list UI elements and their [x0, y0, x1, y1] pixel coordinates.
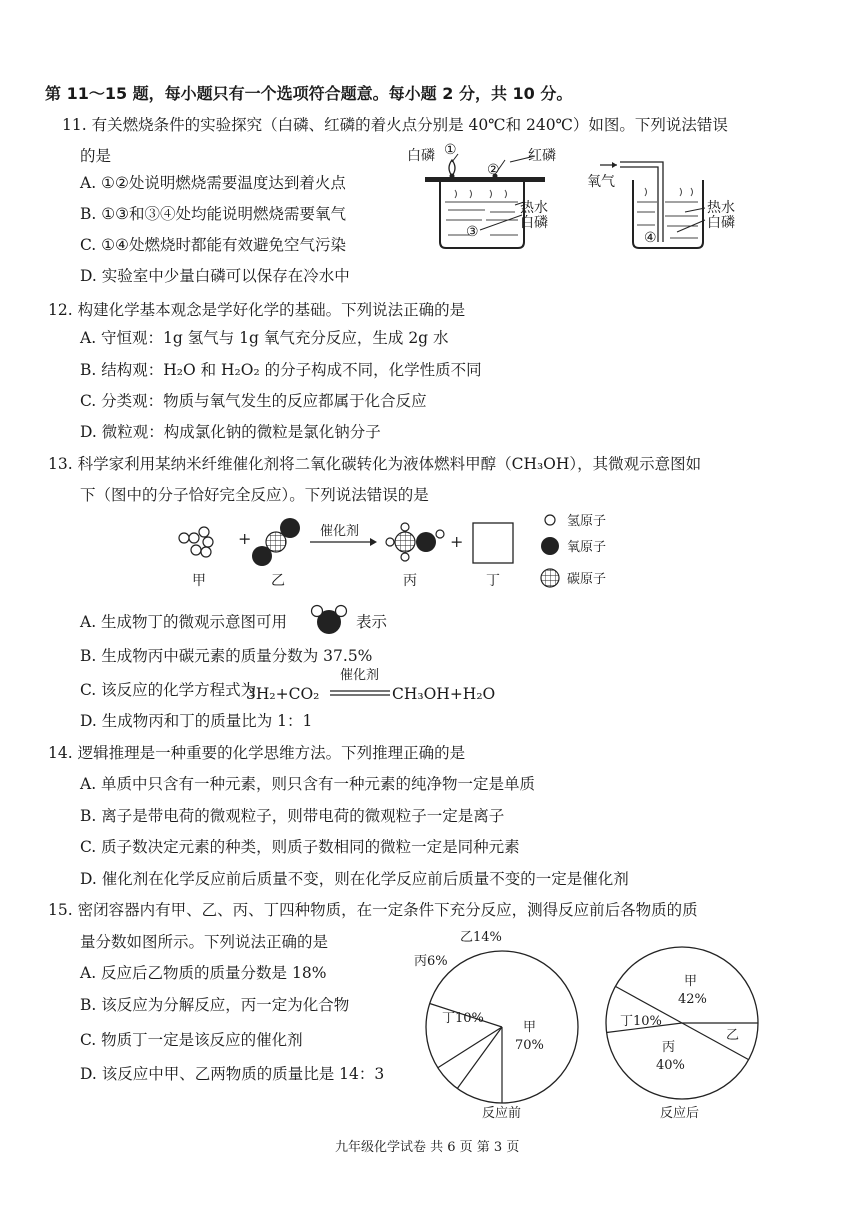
legend-h: 氢原子 — [567, 514, 607, 529]
pie-after-label-bing: 丙 — [662, 1040, 676, 1055]
q14-option-b: B. 离子是带电荷的微观粒子，则带电荷的微观粒子一定是离子 — [80, 807, 505, 825]
q13-option-d: D. 生成物丙和丁的质量比为 1：1 — [80, 712, 313, 730]
label-white-p: 白磷 — [407, 148, 435, 164]
copper-plate — [425, 177, 545, 182]
q11-option-c: C. ①④处燃烧时都能有效避免空气污染 — [80, 236, 346, 254]
legend-o: 氧原子 — [567, 540, 607, 555]
q13-stem-line2: 下（图中的分子恰好完全反应）。下列说法错误的是 — [80, 486, 429, 504]
pie-before-title: 反应前 — [482, 1106, 522, 1121]
q12-option-d: D. 微粒观：构成氯化钠的微粒是氯化钠分子 — [80, 423, 381, 441]
q15-option-a: A. 反应后乙物质的质量分数是 18% — [80, 964, 327, 982]
label-c1: ① — [444, 142, 457, 158]
q11-option-b: B. ①③和③④处均能说明燃烧需要氧气 — [80, 205, 347, 223]
legend-h-icon — [545, 515, 555, 525]
legend-c: 碳原子 — [567, 572, 607, 587]
q14-option-a: A. 单质中只含有一种元素，则只含有一种元素的纯净物一定是单质 — [80, 775, 536, 793]
legend-o-icon — [541, 537, 559, 555]
q11-figure-left — [400, 140, 580, 260]
label-yi: 乙 — [271, 573, 285, 589]
label-white-p2: 白磷 — [520, 215, 548, 231]
pie-before-label-ding: 丁10% — [442, 1011, 484, 1026]
equation-left: 3H₂+CO₂ — [246, 685, 320, 703]
pie-after-label-yi: 乙 — [726, 1028, 740, 1043]
label-c3: ③ — [466, 224, 479, 240]
pie-chart-after — [600, 925, 770, 1120]
page-footer: 九年级化学试卷 共 6 页 第 3 页 — [335, 1140, 520, 1155]
pie-after-label-ding: 丁10% — [620, 1014, 662, 1029]
equation-right: CH₃OH+H₂O — [392, 685, 496, 703]
label-c4: ④ — [644, 230, 657, 246]
equation-equals — [330, 689, 392, 697]
q14-option-d: D. 催化剂在化学反应前后质量不变，则在化学反应前后质量不变的一定是催化剂 — [80, 870, 629, 888]
label-oxygen: 氧气 — [587, 174, 615, 190]
q13-option-b: B. 生成物丙中碳元素的质量分数为 37.5% — [80, 647, 373, 665]
q12-option-c: C. 分类观：物质与氧气发生的反应都属于化合反应 — [80, 392, 427, 410]
q11-option-a: A. ①②处说明燃烧需要温度达到着火点 — [80, 174, 346, 192]
section-header: 第 11～15 题，每小题只有一个选项符合题意。每小题 2 分，共 10 分。 — [45, 84, 573, 103]
q15-option-b: B. 该反应为分解反应，丙一定为化合物 — [80, 996, 350, 1014]
pie-after-label-jia: 甲 — [684, 974, 698, 989]
q15-option-c: C. 物质丁一定是该反应的催化剂 — [80, 1031, 303, 1049]
label-white-p3: 白磷 — [707, 215, 735, 231]
q12-option-b: B. 结构观：H₂O 和 H₂O₂ 的分子构成不同，化学性质不同 — [80, 361, 482, 379]
q13-option-a-suffix: 表示 — [356, 613, 388, 631]
pie-chart-before — [410, 925, 590, 1120]
q11-stem-line1: 11. 有关燃烧条件的实验探究（白磷、红磷的着火点分别是 40℃和 240℃）如图。下列说法错误 — [62, 116, 728, 134]
label-ding: 丁 — [486, 573, 500, 589]
pie-before-label-yi: 乙14% — [460, 930, 502, 945]
label-hot-water: 热水 — [520, 200, 548, 216]
label-jia: 甲 — [192, 573, 206, 589]
pie-before-label-bing: 丙6% — [414, 954, 448, 969]
q13-option-c: C. 该反应的化学方程式为 — [80, 681, 257, 699]
pie-after-label-jia-pct: 42% — [678, 992, 707, 1007]
plus-sign-2: + — [450, 532, 464, 551]
label-bing: 丙 — [403, 573, 417, 589]
legend-c-icon — [541, 569, 559, 587]
pie-before-label-jia: 甲 — [523, 1020, 537, 1035]
q15-option-d: D. 该反应中甲、乙两物质的质量比是 14：3 — [80, 1065, 385, 1083]
label-c2: ② — [487, 162, 500, 178]
q13-micro-diagram — [170, 510, 650, 590]
q15-stem-line1: 15. 密闭容器内有甲、乙、丙、丁四种物质，在一定条件下充分反应，测得反应前后各物质的质 — [48, 901, 698, 919]
water-molecule-icon — [306, 602, 352, 636]
q12-option-a: A. 守恒观：1g 氢气与 1g 氧气充分反应，生成 2g 水 — [80, 329, 449, 347]
q11-option-d: D. 实验室中少量白磷可以保存在冷水中 — [80, 267, 350, 285]
q11-stem-line2: 的是 — [80, 147, 112, 165]
q15-stem-line2: 量分数如图所示。下列说法正确的是 — [80, 933, 329, 951]
methanol-molecule — [386, 523, 444, 561]
pie-before-label-jia-pct: 70% — [515, 1038, 544, 1053]
plus-sign-1: + — [238, 529, 252, 548]
q12-stem: 12. 构建化学基本观念是学好化学的基础。下列说法正确的是 — [48, 301, 466, 319]
hydrogen-molecules — [179, 527, 213, 557]
equation-condition: 催化剂 — [340, 668, 380, 683]
catalyst-label: 催化剂 — [320, 524, 360, 539]
q14-stem: 14. 逻辑推理是一种重要的化学思维方法。下列推理正确的是 — [48, 744, 466, 762]
q13-option-a: A. 生成物丁的微观示意图可用 — [80, 613, 288, 631]
pie-after-label-bing-pct: 40% — [656, 1058, 685, 1073]
q11-figure-right — [585, 150, 755, 260]
pie-after-title: 反应后 — [660, 1106, 700, 1121]
label-hot-water2: 热水 — [707, 200, 735, 216]
q13-stem-line1: 13. 科学家利用某纳米纤维催化剂将二氧化碳转化为液体燃料甲醇（CH₃OH），其微观示意图如 — [48, 455, 702, 473]
q14-option-c: C. 质子数决定元素的种类，则质子数相同的微粒一定是同种元素 — [80, 838, 520, 856]
unknown-product-box — [473, 523, 513, 563]
label-red-p: 红磷 — [528, 148, 556, 164]
co2-molecule — [252, 518, 300, 566]
